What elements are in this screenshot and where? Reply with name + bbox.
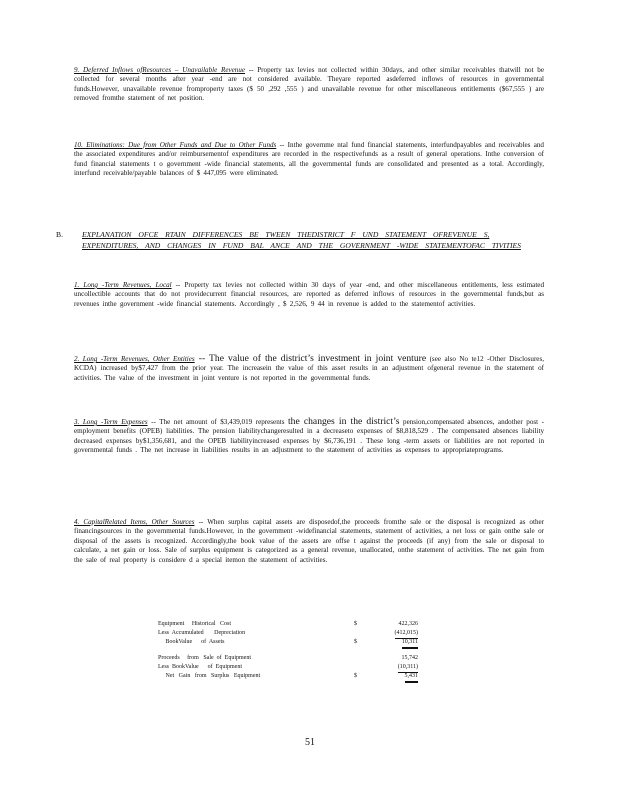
item-long-term-revenues-local <box>74 281 544 309</box>
row-label: Less BookValue of Equipment <box>158 664 242 670</box>
row-amount: (10,311) <box>398 663 418 673</box>
row-amount: 5,431 <box>405 672 419 683</box>
row-label: BookValue of Assets <box>158 639 225 645</box>
row-currency: $ <box>354 639 357 645</box>
table-row <box>158 672 418 681</box>
paragraph-eliminations <box>74 141 544 179</box>
paragraph-heading: 9. Deferred Inflows ofResources – Unavailable Revenue <box>74 66 246 74</box>
table-row <box>158 620 418 629</box>
item-heading: 3. Long -Term Expenses <box>74 418 148 426</box>
row-currency: $ <box>354 673 357 679</box>
gain-calculation-table <box>158 620 418 681</box>
item-heading: 2. Long -Term Revenues, Other Entities <box>74 355 195 363</box>
item-text: (see also No te12 -Other Disclosures, KCDA) increased by$7,427 from the prior year. The increasein the value of this asset results in an adjustment ofgeneral revenue in the statement of activities. The value of the investment in joint venture is not reported in the governmental funds. <box>74 355 544 382</box>
item-text: pension,compensated absences, andother post -employment benefits (OPEB) liabilities. The pension liabilitychangeresulted in a decreaseto expenses of $8,818,529 . The compensated absences liability decreased expenses by$1,356,681, and the OPEB liabilityincreased expenses by $6,736,191 . These long -term assets or liabilities are not reported in governmental funds . The net increase in liabilities results in an adjustment to the statement of activities as expenses to appropriateprograms. <box>74 418 545 455</box>
table-row <box>158 629 418 638</box>
item-long-term-revenues-other <box>74 354 544 383</box>
row-amount: (412,015) <box>395 629 419 639</box>
row-label: Equipment Historical Cost <box>158 621 231 627</box>
paragraph-heading: 10. Eliminations: Due from Other Funds and Due to Other Funds <box>74 141 277 149</box>
section-title: EXPLANATION OFCE RTAIN DIFFERENCES BE TWEEN THEDISTRICT F UND STATEMENT OFREVENUE S, EXPENDITURES, AND CHANGES IN FUND BAL ANCE AND THE GOVERNMENT -WIDE STATEMENTOFAC TIVITIES <box>82 230 521 250</box>
item-text-emphasis: -- The value of the district’s investment in joint venture <box>194 353 427 364</box>
item-capital-related <box>74 518 544 565</box>
item-long-term-expenses <box>74 417 544 456</box>
row-label: Net Gain from Surplus Equipment <box>158 673 261 679</box>
paragraph-deferred-inflows <box>74 66 544 104</box>
item-text: -- The net amount of $3,439,019 represents <box>147 418 288 426</box>
table-row <box>158 654 418 663</box>
table-row <box>158 663 418 672</box>
page-number: 51 <box>305 737 315 748</box>
item-text-emphasis: the changes in the district’s <box>288 416 400 427</box>
row-amount: 422,326 <box>398 621 418 627</box>
item-heading: 1. Long -Term Revenues, Local <box>74 281 172 289</box>
table-row <box>158 638 418 647</box>
section-letter: B. <box>56 230 63 239</box>
row-label: Less Accumulated Depreciation <box>158 630 246 636</box>
item-text: -- When surplus capital assets are disposedof,the proceeds fromthe sale or the disposal is recognized as other financingsources in the governmental funds.However, in the government -widefinancial statements, statement of activities, a net loss or gain onthe sale or disposal of the assets is recognized. Accordingly,the book value of the assets are offse t against the proceeds (if any) from the sale or disposal to calculate, a net gain or loss. Sale of surplus equipment is categorized as a general revenue, unallocated, onthe statement of activities. The net gain from the sale of real property is considere d a special itemon the statement of activities. <box>74 518 545 564</box>
paragraph-text: -- Property tax levies not collected within 30days, and other similar receivables thatwill not be collected for several months after year -end are not considered available. Theyare reported asdeferred inflows of resources in governmental funds.However, unavailable revenue fromproperty taxes ($ 50 ,292 ,555 ) and unavailable revenue for other miscellaneous entitlements ($67,555 ) are removed fromthe statement of net position. <box>74 66 544 103</box>
item-heading: 4. CapitalRelated Items, Other Sources <box>74 518 195 526</box>
row-amount: 10,311 <box>402 638 418 649</box>
row-label: Proceeds from Sale of Equipment <box>158 655 251 661</box>
paragraph-text: -- Inthe governme ntal fund financial statements, interfundpayables and receivables and the associated expenditures and/or reimbursementof expenditures are recorded in the respectivefunds as a result of general operations. Inthe conversion of fund financial statements t o government -wide financial statements, all the governmental funds are consolidated and presented as a total. Accordingly, interfund receivable/payable balances of $ 447,095 were eliminated. <box>74 141 544 178</box>
row-currency: $ <box>354 621 357 627</box>
row-amount: 15,742 <box>401 655 418 661</box>
item-text: -- Property tax levies not collected within 30 days of year -end, and other miscellaneous entitlements, less estimated uncollectible accounts that do not providecurrent financial resources, are reported as deferred inflows of resources in the governmental funds,but as revenues inthe government -wide financial statements. Accordingly , $ 2,526, 9 44 in revenue is added to the statementof activities. <box>74 281 544 308</box>
